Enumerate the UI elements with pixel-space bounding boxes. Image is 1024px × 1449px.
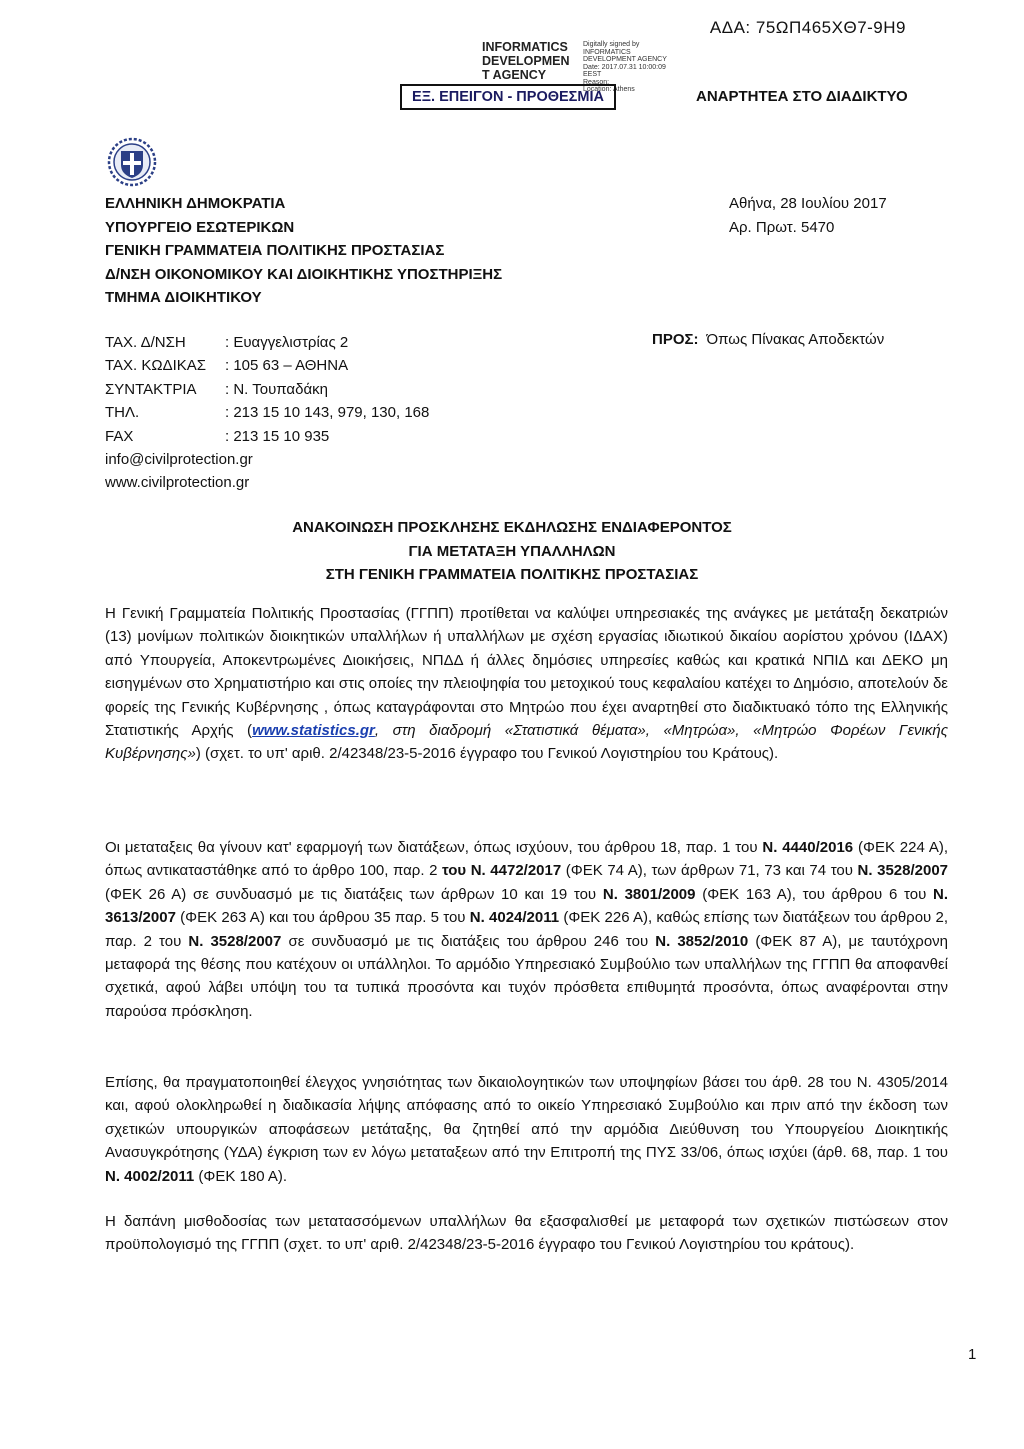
- authority-line: ΥΠΟΥΡΓΕΙΟ ΕΣΩΤΕΡΙΚΩΝ: [105, 218, 295, 236]
- signature-detail-line: INFORMATICS: [583, 48, 631, 56]
- ada-code: ΑΔΑ: 75ΩΠ465ΧΘ7-9Η9: [709, 18, 906, 37]
- contact-row: [105, 401, 429, 424]
- registry-path-text: , στη διαδρομή «Στατιστικά θέματα», «Μητρώα», «Μητρώο Φορέων Γενικής Κυβέρνησης»: [105, 722, 948, 763]
- paragraph-text: (ΦΕΚ 74 Α), των άρθρων 71, 73 και 74 του: [561, 862, 858, 880]
- law-reference: Ν. 3528/2007: [857, 862, 949, 880]
- paragraph-text: (ΦΕΚ 26 Α) σε συνδυασμό με τις διατάξεις των άρθρων 10 και 19 του: [105, 885, 603, 903]
- law-reference: Ν. 3801/2009: [602, 885, 696, 903]
- paragraph-text: Οι μεταταξεις θα γίνουν κατ' εφαρμογή των διατάξεων, όπως ισχύουν, του άρθρου 18, παρ. 1 του: [105, 839, 763, 856]
- document-date: Αθήνα, 28 Ιουλίου 2017: [729, 195, 887, 212]
- contact-value: : 213 15 10 143, 979, 130, 168: [225, 404, 430, 422]
- contact-label: ΤΑΧ. Δ/ΝΣΗ: [105, 334, 186, 351]
- contact-row: [105, 378, 429, 401]
- law-reference: Ν. 3613/2007: [105, 885, 949, 927]
- contact-row: [105, 354, 429, 377]
- contact-row: [105, 331, 429, 354]
- authority-line: ΕΛΛΗΝΙΚΗ ΔΗΜΟΚΡΑΤΙΑ: [105, 195, 286, 212]
- statistics-link[interactable]: www.statistics.gr: [252, 722, 375, 740]
- contact-value: : 213 15 10 935: [225, 427, 330, 445]
- paragraph-text: (ΦΕΚ 226 Α), καθώς επίσης των διατάξεων του άρθρου 2, παρ. 2 του: [105, 909, 949, 950]
- law-reference: Ν. 4024/2011: [469, 909, 560, 927]
- law-reference: Ν. 4440/2016: [762, 839, 854, 856]
- signature-detail-line: DEVELOPMENT AGENCY: [583, 56, 667, 63]
- contact-details: [105, 331, 429, 495]
- greek-coat-of-arms-icon: [107, 137, 157, 187]
- paragraph-text: Η Γενική Γραμματεία Πολιτικής Προστασίας (ΓΓΠΠ) προτίθεται να καλύψει υπηρεσιακές της ανάγκες με μετάταξη δεκατριών (13) μονίμων πολιτικών διοικητικών υπαλλήλων ή υπαλλήλων με σχέση εργασίας ιδιωτικού δικαίου αορίστου χρόνου (ΙΔΑΧ) από Υπουργεία, Αποκεντρωμένες Διοικήσεις, ΝΠΔΔ ή άλλες δημόσιες υπηρεσίες καθώς και κρατικά ΝΠΙΔ και ΔΕΚΟ μη εισηγμένων στο Χρηματιστήριο και στις οποίες την πλειοψηφία του μετοχικού τους κεφαλαίου κατέχει το Δημόσιο, αποτελούν δε φορείς της Γενικής Κυβέρνησης , όπως καταγράφονται στο Μητρώο που έχει αναρτηθεί στο διαδικτυακό τόπο της Ελληνικής Στατιστικής Αρχής (: [105, 605, 948, 740]
- digital-signature-org: [482, 40, 570, 82]
- urgent-deadline-stamp: ΕΞ. ΕΠΕΙΓΟΝ - ΠΡΟΘΕΣΜΙΑ: [400, 84, 616, 110]
- title-line: ΣΤΗ ΓΕΝΙΚΗ ΓΡΑΜΜΑΤΕΙΑ ΠΟΛΙΤΙΚΗΣ ΠΡΟΣΤΑΣΙΑΣ: [325, 566, 699, 583]
- title-line: ΓΙΑ ΜΕΤΑΤΑΞΗ ΥΠΑΛΛΗΛΩΝ: [408, 542, 616, 560]
- post-online-label: ΑΝΑΡΤΗΤΕΑ ΣΤΟ ΔΙΑΔΙΚΤΥΟ: [696, 88, 908, 105]
- signature-detail-line: EEST: [583, 71, 602, 78]
- law-reference: Ν. 3528/2007: [188, 932, 282, 950]
- paragraph-text: (ΦΕΚ 163 Α), του άρθρου 6 του: [695, 885, 934, 903]
- signature-org-line: DEVELOPMEN: [482, 54, 570, 68]
- paragraph-payroll: Η δαπάνη μισθοδοσίας των μετατασσόμενων υπαλλήλων θα εξασφαλισθεί με μεταφορά των σχετικών πιστώσεων στον προϋπολογισμό της ΓΓΠΠ (σχετ. το υπ' αριθ. 2/42348/23-5-2016 έγγραφο του Γενικού Λογιστηρίου του κράτους).: [105, 1213, 948, 1254]
- authority-line: Δ/ΝΣΗ ΟΙΚΟΝΟΜΙΚΟΥ ΚΑΙ ΔΙΟΙΚΗΤΙΚΗΣ ΥΠΟΣΤΗΡΙΞΗΣ: [105, 265, 503, 283]
- contact-email[interactable]: info@civilprotection.gr: [105, 451, 253, 469]
- protocol-number: Αρ. Πρωτ. 5470: [729, 218, 835, 236]
- contact-value: : Ευαγγελιστρίας 2: [225, 334, 349, 351]
- paragraph-legal-basis: [105, 836, 948, 1023]
- recipients-value: Όπως Πίνακας Αποδεκτών: [706, 331, 885, 348]
- contact-value: : 105 63 – ΑΘΗΝΑ: [225, 357, 349, 375]
- issuing-authority: [105, 192, 502, 310]
- authority-line: ΤΜΗΜΑ ΔΙΟΙΚΗΤΙΚΟΥ: [105, 289, 262, 306]
- signature-detail-line: Location: Athens: [583, 86, 635, 93]
- recipients: [652, 331, 884, 348]
- law-reference: Ν. 4002/2011: [105, 1167, 195, 1185]
- paragraph-text: ) (σχετ. το υπ' αριθ. 2/42348/23-5-2016 έγγραφο του Γενικού Λογιστηρίου του Κράτους).: [195, 745, 779, 763]
- law-reference: του Ν. 4472/2017: [441, 862, 562, 880]
- contact-label: ΣΥΝΤΑΚΤΡΙΑ: [105, 380, 197, 398]
- paragraph-verification: [105, 1071, 948, 1188]
- page-number: 1: [968, 1346, 977, 1363]
- signature-org-line: INFORMATICS: [482, 40, 568, 54]
- contact-label: FAX: [105, 427, 134, 445]
- authority-line: ΓΕΝΙΚΗ ΓΡΑΜΜΑΤΕΙΑ ΠΟΛΙΤΙΚΗΣ ΠΡΟΣΤΑΣΙΑΣ: [105, 242, 445, 259]
- signature-detail-line: Reason:: [583, 78, 610, 86]
- paragraph-text: σε συνδυασμό με τις διατάξεις του άρθρου 246 του: [281, 932, 656, 950]
- paragraph-text: (ΦΕΚ 180 Α).: [194, 1167, 288, 1185]
- paragraph-text: (ΦΕΚ 87 Α), με ταυτόχρονη μεταφορά της θέσης που κατέχουν οι υπάλληλοι. Το αρμόδιο Υπηρεσιακό Συμβούλιο των υπαλλήλων της ΓΓΠΠ θα αποφανθεί σχετικά, αφού λάβει υπόψη του τα τυπικά προσόντα και τυχόν πρόσθετα επιθυμητά προσόντα, όπως αναφέρονται στην παρούσα πρόσκληση.: [105, 932, 949, 1020]
- announcement-title: [0, 516, 1024, 587]
- recipients-label: ΠΡΟΣ:: [652, 331, 699, 348]
- signature-org-line: T AGENCY: [482, 68, 547, 82]
- paragraph-text: (ΦΕΚ 224 Α), όπως αντικαταστάθηκε από το άρθρο 100, παρ. 2: [105, 839, 948, 880]
- title-line: ΑΝΑΚΟΙΝΩΣΗ ΠΡΟΣΚΛΗΣΗΣ ΕΚΔΗΛΩΣΗΣ ΕΝΔΙΑΦΕΡΟΝΤΟΣ: [292, 519, 732, 536]
- law-reference: Ν. 3852/2010: [655, 932, 749, 950]
- contact-value: : Ν. Τουπαδάκη: [225, 380, 328, 398]
- paragraph-text: (ΦΕΚ 263 Α) και του άρθρου 35 παρ. 5 του: [175, 909, 470, 927]
- contact-label: ΤΑΧ. ΚΩΔΙΚΑΣ: [105, 357, 207, 375]
- signature-detail-line: Date: 2017.07.31 10:00:09: [583, 63, 666, 71]
- contact-row: [105, 425, 429, 448]
- contact-website[interactable]: www.civilprotection.gr: [105, 474, 250, 492]
- document-date-protocol: [729, 192, 887, 239]
- contact-label: ΤΗΛ.: [105, 404, 140, 422]
- paragraph-text: Επίσης, θα πραγματοποιηθεί έλεγχος γνησιότητας των δικαιολογητικών των υποψηφίων βάσει του άρθ. 28 του Ν. 4305/2014 και, αφού ολοκληρωθεί η διαδικασία λήψης απόφασης από το οικείο Υπηρεσιακό Συμβούλιο και πριν από την έκδοση των σχετικών υπουργικών αποφάσεων μετάταξης, θα ζητηθεί από την αρμόδια Διεύθυνση του Υπουργείου Διοικητικής Ανασυγκρότησης (ΥΔΑ) έγκριση των εν λόγω μεταταξεων από την Επιτροπή της ΠΥΣ 33/06, όπως ισχύει (άρθ. 68, παρ. 1 του: [105, 1074, 948, 1162]
- paragraph-intro: [105, 602, 948, 766]
- signature-detail-line: Digitally signed by: [583, 41, 640, 48]
